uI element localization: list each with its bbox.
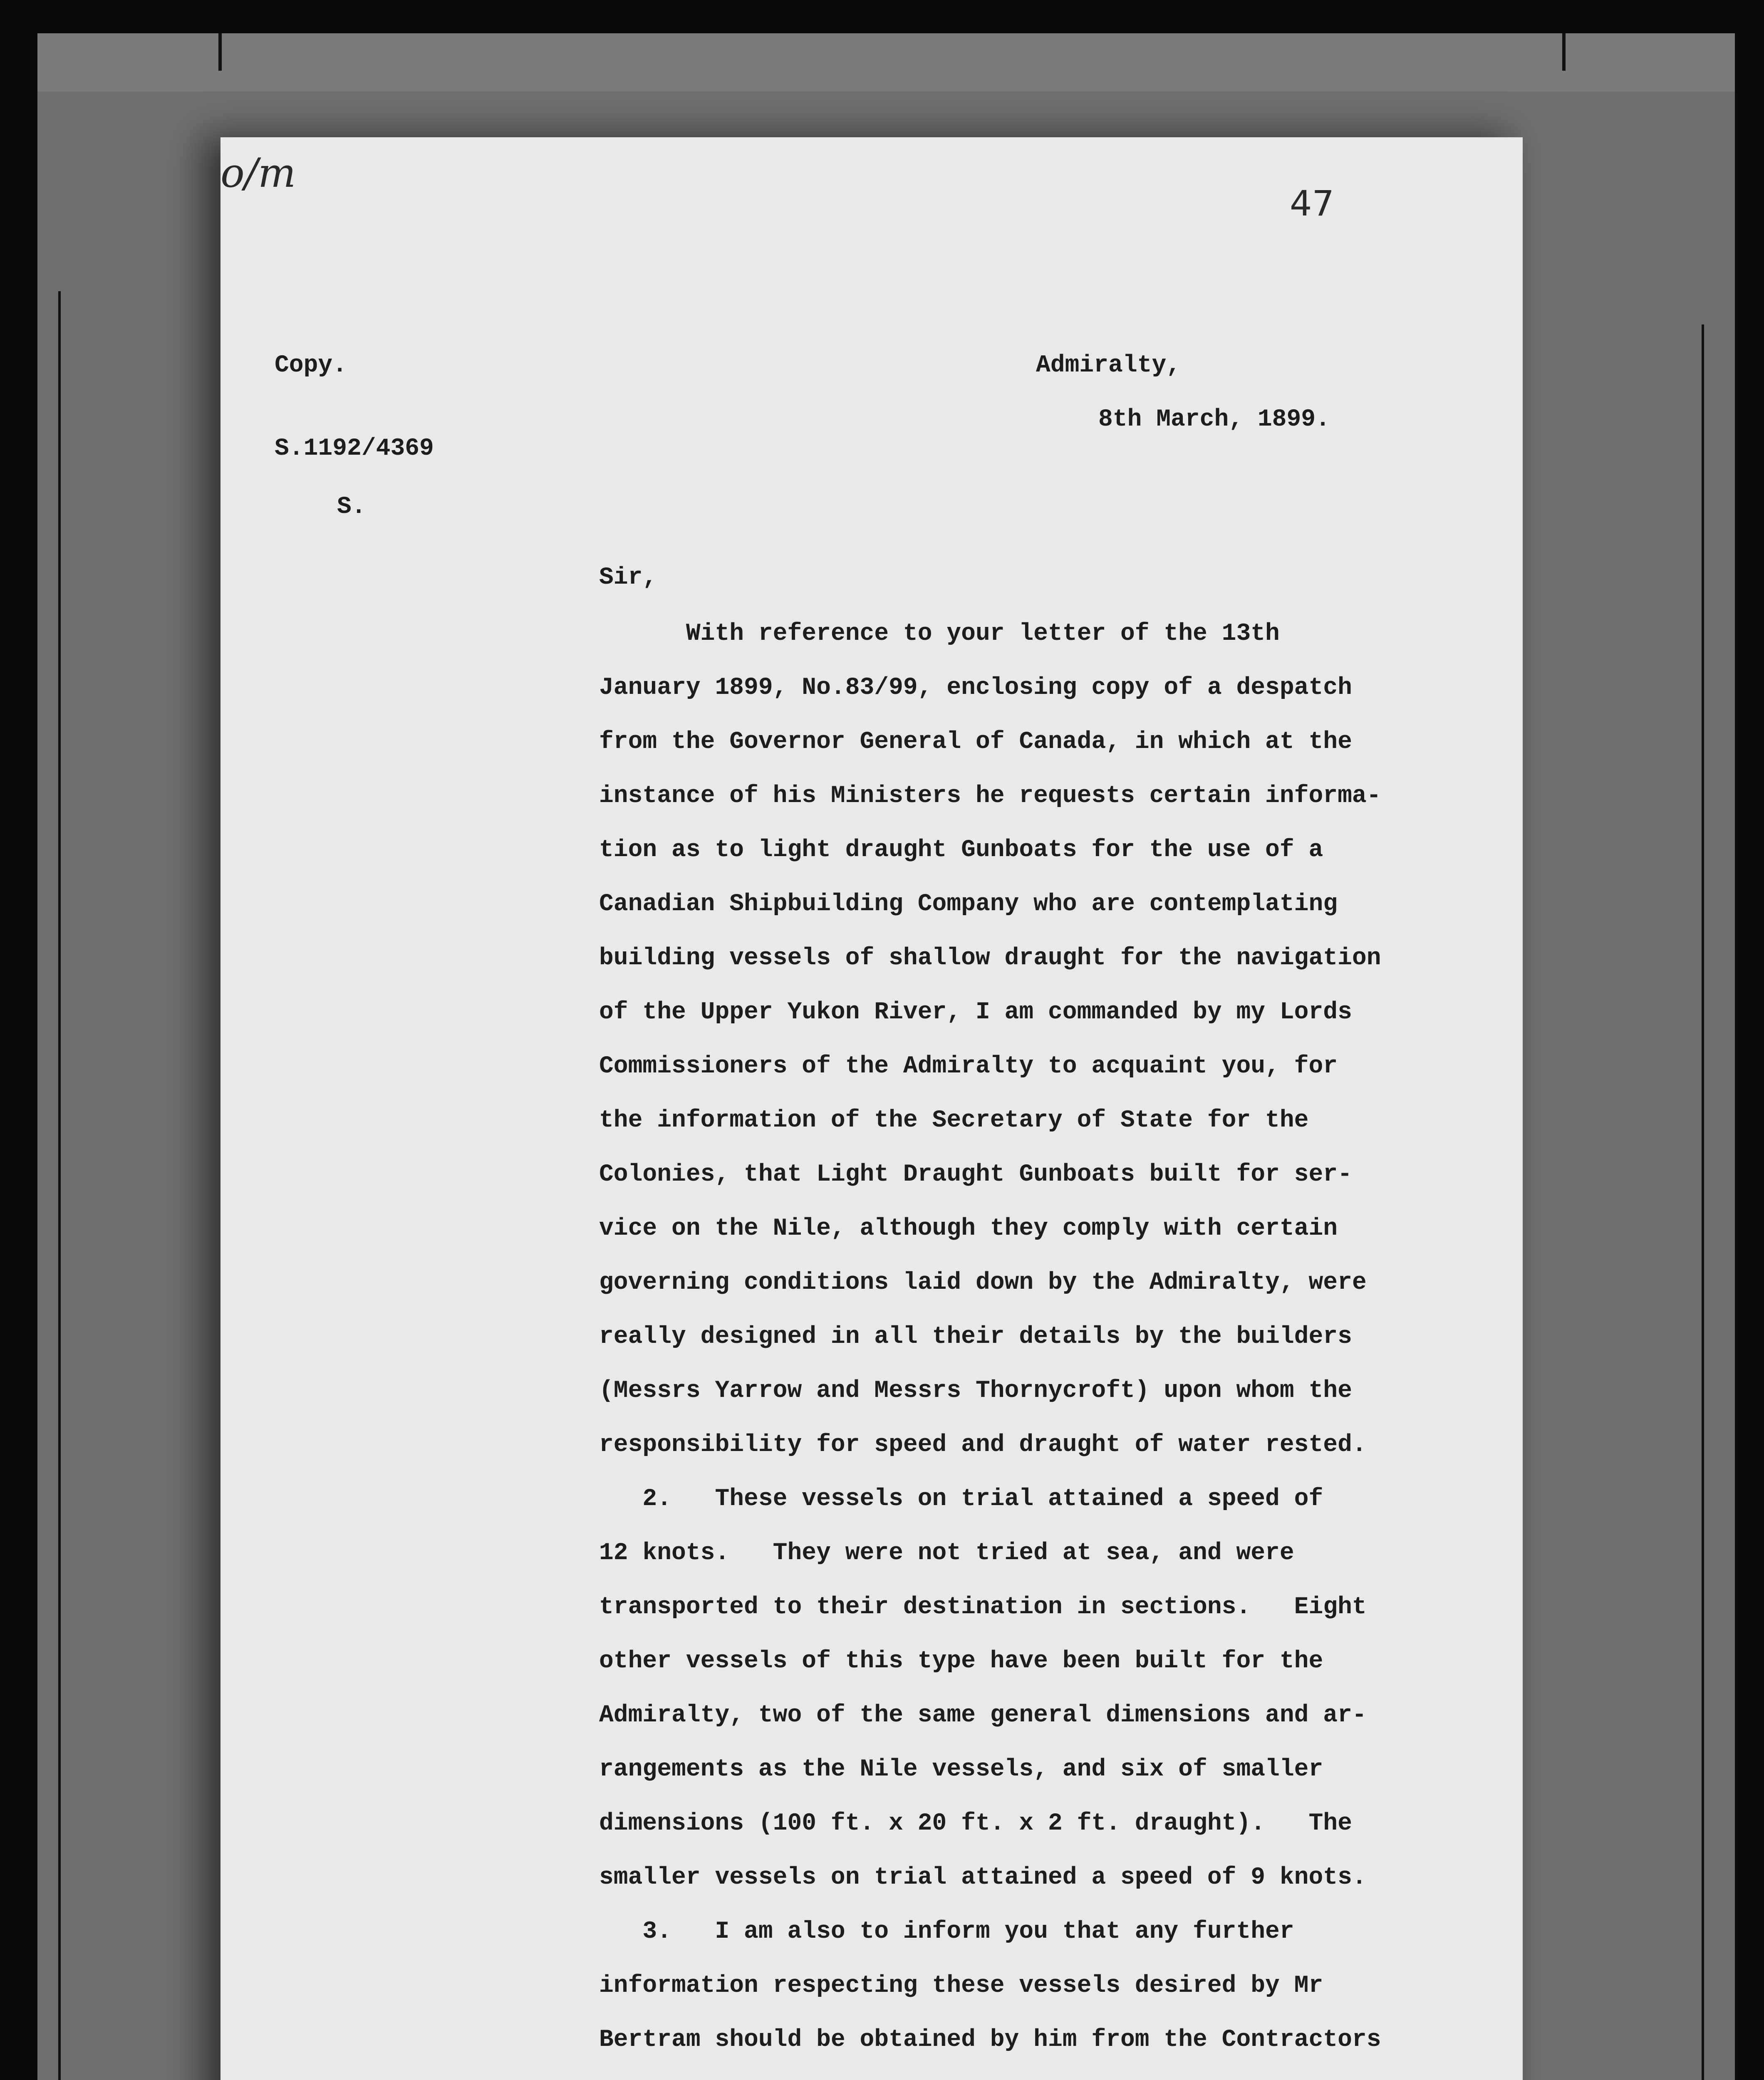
body-line: information respecting these vessels desired by Mr xyxy=(599,1972,1323,1999)
frame-mark-left xyxy=(218,33,222,71)
body-line: vice on the Nile, although they comply with certain xyxy=(599,1215,1338,1242)
body-line: rangements as the Nile vessels, and six of smaller xyxy=(599,1756,1323,1783)
body-line: smaller vessels on trial attained a speed of 9 knots. xyxy=(599,1864,1367,1891)
body-line: responsibility for speed and draught of water rested. xyxy=(599,1431,1367,1458)
copy-label: Copy. xyxy=(275,352,347,379)
body-line: of the Upper Yukon River, I am commanded by my Lords xyxy=(599,999,1352,1026)
reference-sub: S. xyxy=(337,493,366,520)
body-line: Bertram should be obtained by him from the Contractors xyxy=(599,2026,1381,2053)
letter-date: 8th March, 1899. xyxy=(1098,406,1330,433)
sender-address: Admiralty, xyxy=(1036,352,1181,379)
body-line: 12 knots. They were not tried at sea, and were xyxy=(599,1540,1294,1567)
body-line: 2. These vessels on trial attained a speed of xyxy=(599,1486,1323,1513)
body-line: building vessels of shallow draught for the navigation xyxy=(599,945,1381,972)
body-line: dimensions (100 ft. x 20 ft. x 2 ft. draught). The xyxy=(599,1810,1352,1837)
body-line: governing conditions laid down by the Admiralty, were xyxy=(599,1269,1367,1296)
body-line: 3. I am also to inform you that any further xyxy=(599,1918,1294,1945)
body-line: the information of the Secretary of State for the xyxy=(599,1107,1309,1134)
microfilm-top-band xyxy=(37,33,1735,92)
body-line: With reference to your letter of the 13th xyxy=(599,620,1280,647)
body-line: other vessels of this type have been built for the xyxy=(599,1648,1323,1675)
body-line: January 1899, No.83/99, enclosing copy of a despatch xyxy=(599,674,1352,701)
body-line: Canadian Shipbuilding Company who are contemplating xyxy=(599,891,1338,918)
body-line: transported to their destination in sections. Eight xyxy=(599,1594,1367,1621)
body-line: Colonies, that Light Draught Gunboats built for ser- xyxy=(599,1161,1352,1188)
reference-number: S.1192/4369 xyxy=(275,435,434,462)
salutation: Sir, xyxy=(599,564,657,591)
frame-left-rule xyxy=(58,291,61,2080)
body-line: Commissioners of the Admiralty to acquaint you, for xyxy=(599,1053,1338,1080)
body-line: Admiralty, two of the same general dimensions and ar- xyxy=(599,1702,1367,1729)
body-line: instance of his Ministers he requests certain informa- xyxy=(599,782,1381,810)
body-line: tion as to light draught Gunboats for the use of a xyxy=(599,837,1323,864)
page-number: 47 xyxy=(1290,183,1334,224)
body-line: from the Governor General of Canada, in which at the xyxy=(599,728,1352,755)
body-line: really designed in all their details by the builders xyxy=(599,1323,1352,1350)
body-line: (Messrs Yarrow and Messrs Thornycroft) upon whom the xyxy=(599,1377,1352,1404)
frame-mark-right xyxy=(1562,33,1566,71)
handwritten-initials: o/m xyxy=(220,150,296,196)
frame-right-rule xyxy=(1702,324,1704,2080)
